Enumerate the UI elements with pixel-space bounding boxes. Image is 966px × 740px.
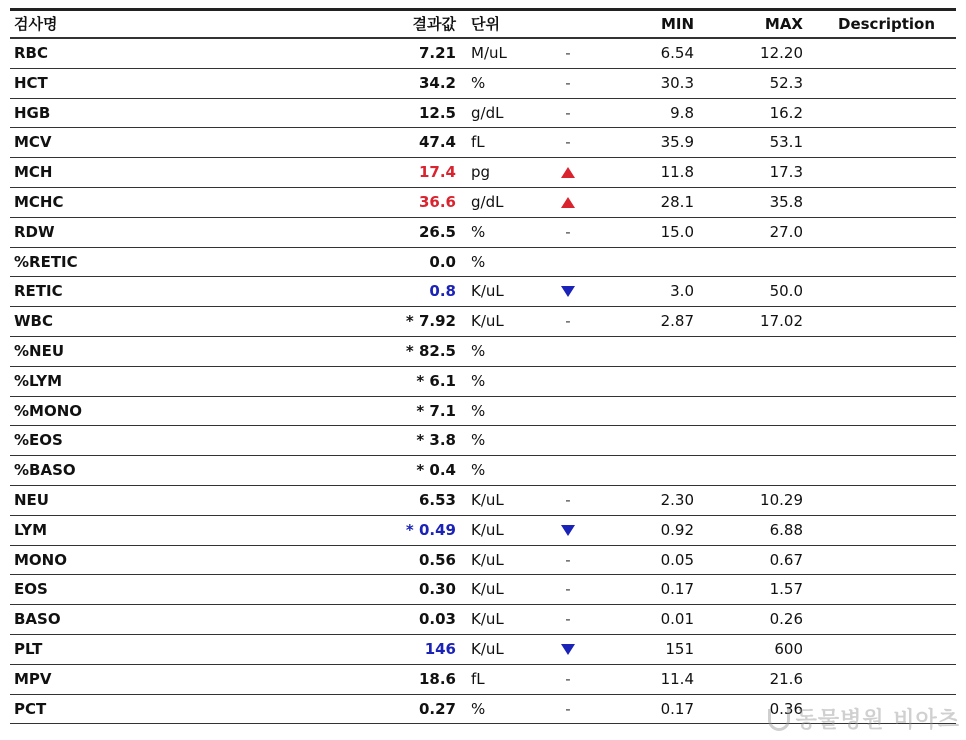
table-header-row xyxy=(10,11,956,39)
unit: M/uL xyxy=(471,44,507,62)
flag-dash: - xyxy=(565,73,571,92)
flag-cell xyxy=(558,635,578,664)
table-row xyxy=(10,158,956,188)
result-value: 18.6 xyxy=(418,669,456,688)
flag-cell xyxy=(558,99,578,128)
min-value: 3.0 xyxy=(670,282,694,301)
test-name: NEU xyxy=(14,490,49,509)
table-row xyxy=(10,605,956,635)
header-result: 결과값 xyxy=(412,15,456,33)
test-name: PLT xyxy=(14,639,43,658)
unit: % xyxy=(471,461,486,480)
result-value: 12.5 xyxy=(418,103,456,122)
result-value: 34.2 xyxy=(418,73,456,92)
flag-dash: - xyxy=(565,44,571,62)
test-name: RDW xyxy=(14,222,55,241)
result-value: * 3.8 xyxy=(416,431,456,450)
flag-cell xyxy=(558,277,578,306)
unit: g/dL xyxy=(471,103,504,122)
result-value: 0.0 xyxy=(429,252,456,271)
table-row xyxy=(10,99,956,129)
test-name: WBC xyxy=(14,312,53,331)
unit: fL xyxy=(471,669,485,688)
max-value: 17.02 xyxy=(760,312,803,331)
unit: K/uL xyxy=(471,490,504,509)
table-row xyxy=(10,277,956,307)
flag-dash: - xyxy=(565,312,571,331)
result-value: 146 xyxy=(424,639,456,658)
flag-dash: - xyxy=(565,222,571,241)
min-value: 2.87 xyxy=(660,312,694,331)
flag-cell xyxy=(558,188,578,217)
max-value: 600 xyxy=(774,639,803,658)
result-value: * 7.92 xyxy=(405,312,456,331)
min-value: 0.92 xyxy=(660,520,694,539)
min-value: 2.30 xyxy=(660,490,694,509)
max-value: 0.26 xyxy=(769,610,803,629)
min-value: 6.54 xyxy=(660,44,694,62)
header-unit: 단위 xyxy=(471,15,500,33)
table-row xyxy=(10,307,956,337)
test-name: HGB xyxy=(14,103,51,122)
result-value: 0.30 xyxy=(418,580,456,599)
flag-cell xyxy=(558,605,578,634)
result-value: 0.56 xyxy=(418,550,456,569)
flag-cell xyxy=(558,307,578,336)
result-value: 7.21 xyxy=(418,44,456,62)
table-row xyxy=(10,218,956,248)
min-value: 28.1 xyxy=(660,192,694,211)
max-value: 50.0 xyxy=(769,282,803,301)
lab-results-table xyxy=(10,8,956,724)
test-name: %LYM xyxy=(14,371,63,390)
min-value: 11.8 xyxy=(660,163,694,182)
result-value: * 6.1 xyxy=(416,371,456,390)
unit: K/uL xyxy=(471,580,504,599)
unit: K/uL xyxy=(471,312,504,331)
unit: pg xyxy=(471,163,491,182)
result-value: 6.53 xyxy=(418,490,456,509)
unit: % xyxy=(471,431,486,450)
triangle-up-icon xyxy=(561,197,575,208)
result-value: * 0.49 xyxy=(405,520,456,539)
table-row xyxy=(10,128,956,158)
min-value: 151 xyxy=(665,639,694,658)
table-row xyxy=(10,188,956,218)
flag-dash: - xyxy=(565,133,571,152)
flag-dash: - xyxy=(565,580,571,599)
table-row xyxy=(10,665,956,695)
unit: % xyxy=(471,371,486,390)
test-name: MCHC xyxy=(14,192,64,211)
test-name: LYM xyxy=(14,520,48,539)
table-row xyxy=(10,426,956,456)
min-value: 35.9 xyxy=(660,133,694,152)
table-row xyxy=(10,516,956,546)
min-value: 0.01 xyxy=(660,610,694,629)
flag-cell xyxy=(558,575,578,604)
min-value: 30.3 xyxy=(660,73,694,92)
max-value: 1.57 xyxy=(769,580,803,599)
test-name: RETIC xyxy=(14,282,63,301)
flag-cell xyxy=(558,39,578,68)
header-min: MIN xyxy=(660,15,694,33)
max-value: 16.2 xyxy=(769,103,803,122)
unit: % xyxy=(471,401,486,420)
header-test-name: 검사명 xyxy=(14,15,58,33)
triangle-up-icon xyxy=(561,167,575,178)
result-value: 47.4 xyxy=(418,133,456,152)
table-row xyxy=(10,69,956,99)
result-value: 36.6 xyxy=(418,192,456,211)
table-row xyxy=(10,486,956,516)
test-name: %MONO xyxy=(14,401,83,420)
triangle-down-icon xyxy=(561,525,575,536)
header-description: Description xyxy=(838,15,936,33)
flag-cell xyxy=(558,516,578,545)
table-row xyxy=(10,367,956,397)
flag-cell xyxy=(558,546,578,575)
header-max: MAX xyxy=(764,15,803,33)
max-value: 10.29 xyxy=(760,490,803,509)
unit: K/uL xyxy=(471,550,504,569)
test-name: MCH xyxy=(14,163,53,182)
flag-cell xyxy=(558,695,578,724)
unit: K/uL xyxy=(471,610,504,629)
test-name: %NEU xyxy=(14,341,65,360)
test-name: BASO xyxy=(14,610,61,629)
flag-dash: - xyxy=(565,699,571,718)
test-name: EOS xyxy=(14,580,48,599)
flag-cell xyxy=(558,665,578,694)
unit: % xyxy=(471,699,486,718)
flag-dash: - xyxy=(565,103,571,122)
flag-dash: - xyxy=(565,490,571,509)
flag-cell xyxy=(558,218,578,247)
hospital-logo-icon xyxy=(768,709,790,731)
watermark xyxy=(768,703,960,734)
result-value: * 0.4 xyxy=(416,461,456,480)
unit: K/uL xyxy=(471,520,504,539)
test-name: RBC xyxy=(14,44,48,62)
table-row xyxy=(10,39,956,69)
min-value: 15.0 xyxy=(660,222,694,241)
triangle-down-icon xyxy=(561,644,575,655)
test-name: MCV xyxy=(14,133,52,152)
max-value: 27.0 xyxy=(769,222,803,241)
result-value: 17.4 xyxy=(418,163,456,182)
table-body xyxy=(10,39,956,724)
unit: g/dL xyxy=(471,192,504,211)
max-value: 53.1 xyxy=(769,133,803,152)
table-row xyxy=(10,337,956,367)
result-value: 0.27 xyxy=(418,699,456,718)
flag-dash: - xyxy=(565,550,571,569)
test-name: PCT xyxy=(14,699,47,718)
test-name: MONO xyxy=(14,550,67,569)
flag-cell xyxy=(558,158,578,187)
max-value: 0.36 xyxy=(769,699,803,718)
table-row xyxy=(10,397,956,427)
result-value: * 82.5 xyxy=(405,341,456,360)
unit: % xyxy=(471,73,486,92)
flag-cell xyxy=(558,128,578,157)
test-name: HCT xyxy=(14,73,48,92)
table-row xyxy=(10,546,956,576)
max-value: 35.8 xyxy=(769,192,803,211)
result-value: 26.5 xyxy=(418,222,456,241)
min-value: 11.4 xyxy=(660,669,694,688)
triangle-down-icon xyxy=(561,286,575,297)
unit: K/uL xyxy=(471,639,504,658)
test-name: %RETIC xyxy=(14,252,78,271)
flag-dash: - xyxy=(565,610,571,629)
min-value: 0.17 xyxy=(660,699,694,718)
flag-cell xyxy=(558,69,578,98)
table-row xyxy=(10,635,956,665)
min-value: 0.05 xyxy=(660,550,694,569)
flag-dash: - xyxy=(565,669,571,688)
min-value: 0.17 xyxy=(660,580,694,599)
result-value: 0.03 xyxy=(418,610,456,629)
table-row xyxy=(10,575,956,605)
unit: % xyxy=(471,222,486,241)
max-value: 17.3 xyxy=(769,163,803,182)
unit: fL xyxy=(471,133,485,152)
flag-cell xyxy=(558,486,578,515)
unit: % xyxy=(471,341,486,360)
max-value: 52.3 xyxy=(769,73,803,92)
watermark-text: 동물병원 비아츠 xyxy=(795,708,960,733)
min-value: 9.8 xyxy=(670,103,694,122)
test-name: %BASO xyxy=(14,461,76,480)
max-value: 6.88 xyxy=(769,520,803,539)
table-row xyxy=(10,456,956,486)
max-value: 12.20 xyxy=(760,44,803,62)
max-value: 21.6 xyxy=(769,669,803,688)
result-value: 0.8 xyxy=(429,282,456,301)
unit: % xyxy=(471,252,486,271)
table-row xyxy=(10,248,956,278)
result-value: * 7.1 xyxy=(416,401,456,420)
test-name: MPV xyxy=(14,669,52,688)
unit: K/uL xyxy=(471,282,504,301)
test-name: %EOS xyxy=(14,431,63,450)
max-value: 0.67 xyxy=(769,550,803,569)
